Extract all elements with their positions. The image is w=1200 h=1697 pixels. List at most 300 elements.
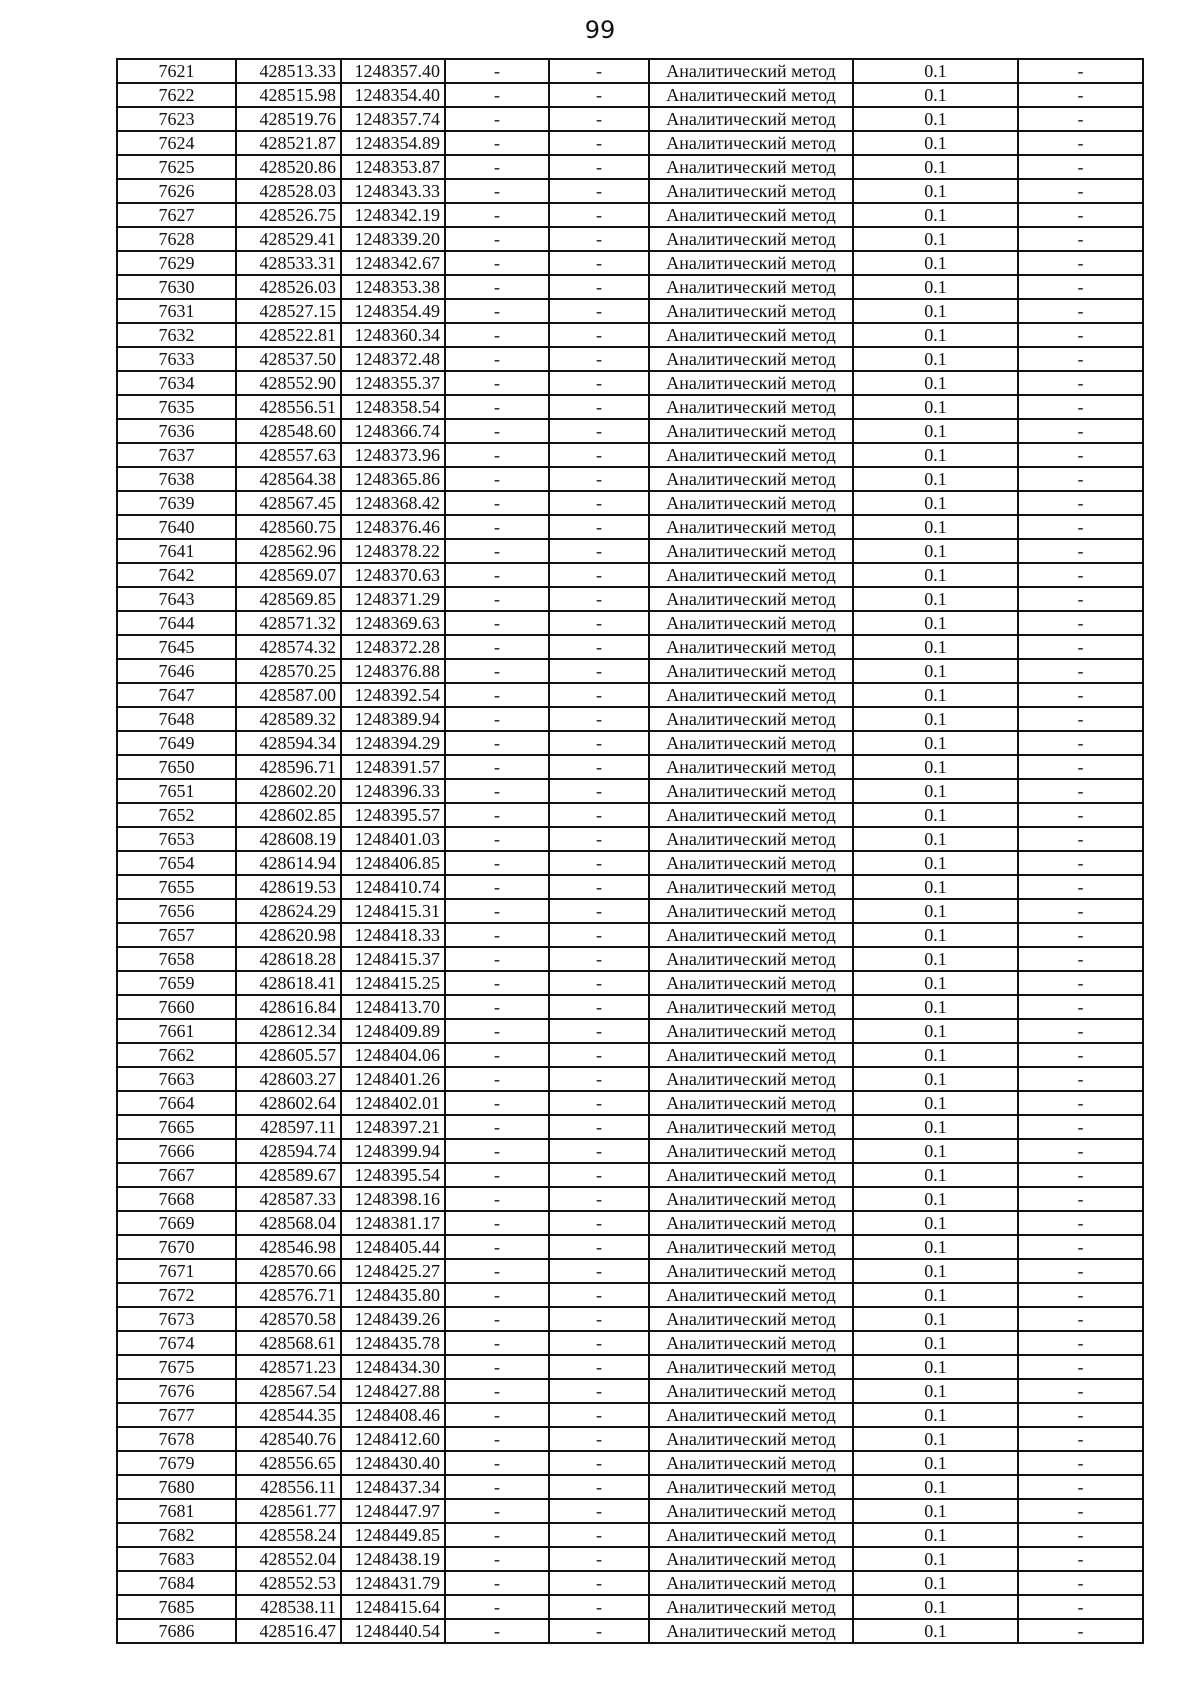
- empty-value-cell: -: [445, 203, 549, 227]
- x-coordinate-cell: 428608.19: [236, 827, 341, 851]
- table-row: [117, 563, 1143, 587]
- method-cell: Аналитический метод: [649, 899, 853, 923]
- empty-value-cell: -: [549, 659, 649, 683]
- empty-value-cell: -: [445, 1331, 549, 1355]
- empty-value-cell: -: [445, 683, 549, 707]
- method-cell: Аналитический метод: [649, 275, 853, 299]
- empty-value-cell: -: [445, 1379, 549, 1403]
- empty-value-cell: -: [549, 1139, 649, 1163]
- empty-value-cell: -: [549, 59, 649, 83]
- empty-value-cell: -: [445, 1139, 549, 1163]
- point-number-cell: 7639: [117, 491, 236, 515]
- empty-value-cell: -: [1018, 827, 1143, 851]
- table-row: [117, 803, 1143, 827]
- accuracy-cell: 0.1: [853, 1283, 1018, 1307]
- empty-value-cell: -: [549, 467, 649, 491]
- point-number-cell: 7629: [117, 251, 236, 275]
- empty-value-cell: -: [1018, 1331, 1143, 1355]
- point-number-cell: 7678: [117, 1427, 236, 1451]
- accuracy-cell: 0.1: [853, 1139, 1018, 1163]
- y-coordinate-cell: 1248366.74: [341, 419, 445, 443]
- point-number-cell: 7646: [117, 659, 236, 683]
- empty-value-cell: -: [445, 83, 549, 107]
- point-number-cell: 7640: [117, 515, 236, 539]
- empty-value-cell: -: [549, 1043, 649, 1067]
- accuracy-cell: 0.1: [853, 107, 1018, 131]
- empty-value-cell: -: [1018, 59, 1143, 83]
- table-row: [117, 227, 1143, 251]
- empty-value-cell: -: [445, 227, 549, 251]
- y-coordinate-cell: 1248415.31: [341, 899, 445, 923]
- x-coordinate-cell: 428594.34: [236, 731, 341, 755]
- table-row: [117, 1355, 1143, 1379]
- x-coordinate-cell: 428574.32: [236, 635, 341, 659]
- table-row: [117, 1331, 1143, 1355]
- table-row: [117, 827, 1143, 851]
- table-row: [117, 707, 1143, 731]
- point-number-cell: 7665: [117, 1115, 236, 1139]
- method-cell: Аналитический метод: [649, 107, 853, 131]
- empty-value-cell: -: [445, 347, 549, 371]
- empty-value-cell: -: [1018, 1235, 1143, 1259]
- empty-value-cell: -: [1018, 539, 1143, 563]
- y-coordinate-cell: 1248353.87: [341, 155, 445, 179]
- table-row: [117, 443, 1143, 467]
- table-row: [117, 131, 1143, 155]
- empty-value-cell: -: [549, 1355, 649, 1379]
- x-coordinate-cell: 428556.65: [236, 1451, 341, 1475]
- y-coordinate-cell: 1248397.21: [341, 1115, 445, 1139]
- y-coordinate-cell: 1248370.63: [341, 563, 445, 587]
- x-coordinate-cell: 428594.74: [236, 1139, 341, 1163]
- method-cell: Аналитический метод: [649, 995, 853, 1019]
- x-coordinate-cell: 428526.03: [236, 275, 341, 299]
- empty-value-cell: -: [549, 227, 649, 251]
- empty-value-cell: -: [1018, 563, 1143, 587]
- x-coordinate-cell: 428616.84: [236, 995, 341, 1019]
- x-coordinate-cell: 428602.85: [236, 803, 341, 827]
- empty-value-cell: -: [1018, 659, 1143, 683]
- method-cell: Аналитический метод: [649, 1475, 853, 1499]
- empty-value-cell: -: [549, 275, 649, 299]
- accuracy-cell: 0.1: [853, 995, 1018, 1019]
- empty-value-cell: -: [549, 179, 649, 203]
- y-coordinate-cell: 1248415.37: [341, 947, 445, 971]
- x-coordinate-cell: 428571.23: [236, 1355, 341, 1379]
- empty-value-cell: -: [1018, 1619, 1143, 1643]
- empty-value-cell: -: [1018, 1547, 1143, 1571]
- point-number-cell: 7658: [117, 947, 236, 971]
- accuracy-cell: 0.1: [853, 827, 1018, 851]
- table-row: [117, 1307, 1143, 1331]
- y-coordinate-cell: 1248376.46: [341, 515, 445, 539]
- method-cell: Аналитический метод: [649, 635, 853, 659]
- empty-value-cell: -: [1018, 275, 1143, 299]
- accuracy-cell: 0.1: [853, 635, 1018, 659]
- empty-value-cell: -: [445, 515, 549, 539]
- accuracy-cell: 0.1: [853, 851, 1018, 875]
- point-number-cell: 7677: [117, 1403, 236, 1427]
- point-number-cell: 7670: [117, 1235, 236, 1259]
- empty-value-cell: -: [1018, 971, 1143, 995]
- empty-value-cell: -: [549, 203, 649, 227]
- empty-value-cell: -: [1018, 419, 1143, 443]
- method-cell: Аналитический метод: [649, 947, 853, 971]
- x-coordinate-cell: 428576.71: [236, 1283, 341, 1307]
- empty-value-cell: -: [445, 1595, 549, 1619]
- empty-value-cell: -: [1018, 1163, 1143, 1187]
- method-cell: Аналитический метод: [649, 1235, 853, 1259]
- empty-value-cell: -: [445, 563, 549, 587]
- empty-value-cell: -: [1018, 851, 1143, 875]
- method-cell: Аналитический метод: [649, 227, 853, 251]
- empty-value-cell: -: [1018, 755, 1143, 779]
- method-cell: Аналитический метод: [649, 1307, 853, 1331]
- empty-value-cell: -: [1018, 155, 1143, 179]
- empty-value-cell: -: [445, 1211, 549, 1235]
- accuracy-cell: 0.1: [853, 1115, 1018, 1139]
- accuracy-cell: 0.1: [853, 371, 1018, 395]
- point-number-cell: 7679: [117, 1451, 236, 1475]
- empty-value-cell: -: [1018, 923, 1143, 947]
- y-coordinate-cell: 1248437.34: [341, 1475, 445, 1499]
- method-cell: Аналитический метод: [649, 611, 853, 635]
- empty-value-cell: -: [445, 1091, 549, 1115]
- y-coordinate-cell: 1248405.44: [341, 1235, 445, 1259]
- point-number-cell: 7651: [117, 779, 236, 803]
- x-coordinate-cell: 428516.47: [236, 1619, 341, 1643]
- point-number-cell: 7650: [117, 755, 236, 779]
- x-coordinate-cell: 428612.34: [236, 1019, 341, 1043]
- y-coordinate-cell: 1248392.54: [341, 683, 445, 707]
- accuracy-cell: 0.1: [853, 347, 1018, 371]
- x-coordinate-cell: 428528.03: [236, 179, 341, 203]
- method-cell: Аналитический метод: [649, 299, 853, 323]
- point-number-cell: 7626: [117, 179, 236, 203]
- method-cell: Аналитический метод: [649, 83, 853, 107]
- empty-value-cell: -: [445, 1283, 549, 1307]
- empty-value-cell: -: [549, 755, 649, 779]
- x-coordinate-cell: 428562.96: [236, 539, 341, 563]
- accuracy-cell: 0.1: [853, 1619, 1018, 1643]
- table-row: [117, 1523, 1143, 1547]
- table-row: [117, 299, 1143, 323]
- method-cell: Аналитический метод: [649, 707, 853, 731]
- empty-value-cell: -: [445, 251, 549, 275]
- y-coordinate-cell: 1248401.03: [341, 827, 445, 851]
- empty-value-cell: -: [1018, 1283, 1143, 1307]
- x-coordinate-cell: 428614.94: [236, 851, 341, 875]
- table-row: [117, 1091, 1143, 1115]
- empty-value-cell: -: [1018, 1451, 1143, 1475]
- empty-value-cell: -: [445, 803, 549, 827]
- empty-value-cell: -: [549, 779, 649, 803]
- point-number-cell: 7657: [117, 923, 236, 947]
- y-coordinate-cell: 1248376.88: [341, 659, 445, 683]
- x-coordinate-cell: 428597.11: [236, 1115, 341, 1139]
- table-row: [117, 1235, 1143, 1259]
- table-row: [117, 995, 1143, 1019]
- empty-value-cell: -: [549, 707, 649, 731]
- method-cell: Аналитический метод: [649, 1547, 853, 1571]
- accuracy-cell: 0.1: [853, 419, 1018, 443]
- y-coordinate-cell: 1248415.64: [341, 1595, 445, 1619]
- x-coordinate-cell: 428589.67: [236, 1163, 341, 1187]
- empty-value-cell: -: [549, 1019, 649, 1043]
- accuracy-cell: 0.1: [853, 707, 1018, 731]
- y-coordinate-cell: 1248381.17: [341, 1211, 445, 1235]
- point-number-cell: 7684: [117, 1571, 236, 1595]
- empty-value-cell: -: [1018, 1523, 1143, 1547]
- y-coordinate-cell: 1248401.26: [341, 1067, 445, 1091]
- x-coordinate-cell: 428569.07: [236, 563, 341, 587]
- method-cell: Аналитический метод: [649, 1355, 853, 1379]
- point-number-cell: 7641: [117, 539, 236, 563]
- point-number-cell: 7630: [117, 275, 236, 299]
- method-cell: Аналитический метод: [649, 323, 853, 347]
- point-number-cell: 7664: [117, 1091, 236, 1115]
- accuracy-cell: 0.1: [853, 491, 1018, 515]
- method-cell: Аналитический метод: [649, 1163, 853, 1187]
- method-cell: Аналитический метод: [649, 371, 853, 395]
- empty-value-cell: -: [1018, 1211, 1143, 1235]
- accuracy-cell: 0.1: [853, 203, 1018, 227]
- empty-value-cell: -: [445, 1307, 549, 1331]
- x-coordinate-cell: 428520.86: [236, 155, 341, 179]
- y-coordinate-cell: 1248355.37: [341, 371, 445, 395]
- method-cell: Аналитический метод: [649, 1211, 853, 1235]
- table-row: [117, 155, 1143, 179]
- accuracy-cell: 0.1: [853, 1235, 1018, 1259]
- point-number-cell: 7634: [117, 371, 236, 395]
- empty-value-cell: -: [1018, 1379, 1143, 1403]
- empty-value-cell: -: [549, 1427, 649, 1451]
- empty-value-cell: -: [1018, 1187, 1143, 1211]
- y-coordinate-cell: 1248342.19: [341, 203, 445, 227]
- table-row: [117, 875, 1143, 899]
- table-row: [117, 323, 1143, 347]
- table-body: [117, 59, 1143, 1643]
- empty-value-cell: -: [1018, 491, 1143, 515]
- method-cell: Аналитический метод: [649, 395, 853, 419]
- accuracy-cell: 0.1: [853, 731, 1018, 755]
- empty-value-cell: -: [549, 1379, 649, 1403]
- x-coordinate-cell: 428560.75: [236, 515, 341, 539]
- accuracy-cell: 0.1: [853, 587, 1018, 611]
- table-row: [117, 731, 1143, 755]
- method-cell: Аналитический метод: [649, 827, 853, 851]
- coordinates-table: [116, 58, 1144, 1644]
- x-coordinate-cell: 428533.31: [236, 251, 341, 275]
- method-cell: Аналитический метод: [649, 659, 853, 683]
- accuracy-cell: 0.1: [853, 1187, 1018, 1211]
- empty-value-cell: -: [549, 155, 649, 179]
- point-number-cell: 7682: [117, 1523, 236, 1547]
- method-cell: Аналитический метод: [649, 1067, 853, 1091]
- method-cell: Аналитический метод: [649, 779, 853, 803]
- empty-value-cell: -: [549, 323, 649, 347]
- accuracy-cell: 0.1: [853, 539, 1018, 563]
- empty-value-cell: -: [445, 491, 549, 515]
- x-coordinate-cell: 428620.98: [236, 923, 341, 947]
- x-coordinate-cell: 428548.60: [236, 419, 341, 443]
- empty-value-cell: -: [1018, 1043, 1143, 1067]
- y-coordinate-cell: 1248418.33: [341, 923, 445, 947]
- empty-value-cell: -: [445, 827, 549, 851]
- accuracy-cell: 0.1: [853, 1307, 1018, 1331]
- accuracy-cell: 0.1: [853, 1043, 1018, 1067]
- table-row: [117, 899, 1143, 923]
- empty-value-cell: -: [445, 179, 549, 203]
- method-cell: Аналитический метод: [649, 755, 853, 779]
- accuracy-cell: 0.1: [853, 875, 1018, 899]
- method-cell: Аналитический метод: [649, 803, 853, 827]
- empty-value-cell: -: [445, 539, 549, 563]
- empty-value-cell: -: [445, 1571, 549, 1595]
- table-row: [117, 395, 1143, 419]
- table-row: [117, 491, 1143, 515]
- accuracy-cell: 0.1: [853, 443, 1018, 467]
- table-row: [117, 1163, 1143, 1187]
- empty-value-cell: -: [445, 395, 549, 419]
- x-coordinate-cell: 428513.33: [236, 59, 341, 83]
- x-coordinate-cell: 428619.53: [236, 875, 341, 899]
- x-coordinate-cell: 428570.58: [236, 1307, 341, 1331]
- method-cell: Аналитический метод: [649, 1499, 853, 1523]
- empty-value-cell: -: [445, 779, 549, 803]
- table-row: [117, 1043, 1143, 1067]
- table-row: [117, 611, 1143, 635]
- empty-value-cell: -: [1018, 83, 1143, 107]
- x-coordinate-cell: 428556.51: [236, 395, 341, 419]
- x-coordinate-cell: 428618.41: [236, 971, 341, 995]
- point-number-cell: 7622: [117, 83, 236, 107]
- y-coordinate-cell: 1248357.74: [341, 107, 445, 131]
- empty-value-cell: -: [1018, 203, 1143, 227]
- table-row: [117, 59, 1143, 83]
- method-cell: Аналитический метод: [649, 1139, 853, 1163]
- accuracy-cell: 0.1: [853, 923, 1018, 947]
- y-coordinate-cell: 1248427.88: [341, 1379, 445, 1403]
- table-row: [117, 1475, 1143, 1499]
- y-coordinate-cell: 1248412.60: [341, 1427, 445, 1451]
- method-cell: Аналитический метод: [649, 419, 853, 443]
- table-row: [117, 1187, 1143, 1211]
- point-number-cell: 7649: [117, 731, 236, 755]
- table-row: [117, 371, 1143, 395]
- y-coordinate-cell: 1248389.94: [341, 707, 445, 731]
- accuracy-cell: 0.1: [853, 1091, 1018, 1115]
- table-row: [117, 107, 1143, 131]
- empty-value-cell: -: [445, 611, 549, 635]
- point-number-cell: 7652: [117, 803, 236, 827]
- method-cell: Аналитический метод: [649, 971, 853, 995]
- y-coordinate-cell: 1248373.96: [341, 443, 445, 467]
- method-cell: Аналитический метод: [649, 467, 853, 491]
- table-row: [117, 419, 1143, 443]
- x-coordinate-cell: 428568.04: [236, 1211, 341, 1235]
- empty-value-cell: -: [549, 683, 649, 707]
- y-coordinate-cell: 1248342.67: [341, 251, 445, 275]
- accuracy-cell: 0.1: [853, 1259, 1018, 1283]
- table-row: [117, 1283, 1143, 1307]
- empty-value-cell: -: [1018, 707, 1143, 731]
- empty-value-cell: -: [549, 827, 649, 851]
- table-row: [117, 1451, 1143, 1475]
- y-coordinate-cell: 1248447.97: [341, 1499, 445, 1523]
- x-coordinate-cell: 428587.33: [236, 1187, 341, 1211]
- empty-value-cell: -: [445, 1067, 549, 1091]
- x-coordinate-cell: 428624.29: [236, 899, 341, 923]
- accuracy-cell: 0.1: [853, 515, 1018, 539]
- table-row: [117, 1571, 1143, 1595]
- method-cell: Аналитический метод: [649, 1115, 853, 1139]
- x-coordinate-cell: 428596.71: [236, 755, 341, 779]
- y-coordinate-cell: 1248354.49: [341, 299, 445, 323]
- method-cell: Аналитический метод: [649, 1523, 853, 1547]
- method-cell: Аналитический метод: [649, 1283, 853, 1307]
- point-number-cell: 7668: [117, 1187, 236, 1211]
- empty-value-cell: -: [1018, 635, 1143, 659]
- empty-value-cell: -: [549, 515, 649, 539]
- x-coordinate-cell: 428515.98: [236, 83, 341, 107]
- x-coordinate-cell: 428537.50: [236, 347, 341, 371]
- empty-value-cell: -: [1018, 1139, 1143, 1163]
- empty-value-cell: -: [445, 1043, 549, 1067]
- empty-value-cell: -: [549, 1331, 649, 1355]
- empty-value-cell: -: [445, 1499, 549, 1523]
- empty-value-cell: -: [445, 1427, 549, 1451]
- accuracy-cell: 0.1: [853, 251, 1018, 275]
- empty-value-cell: -: [549, 1451, 649, 1475]
- method-cell: Аналитический метод: [649, 155, 853, 179]
- y-coordinate-cell: 1248413.70: [341, 995, 445, 1019]
- empty-value-cell: -: [549, 1235, 649, 1259]
- method-cell: Аналитический метод: [649, 491, 853, 515]
- empty-value-cell: -: [549, 539, 649, 563]
- table-row: [117, 635, 1143, 659]
- point-number-cell: 7680: [117, 1475, 236, 1499]
- empty-value-cell: -: [549, 83, 649, 107]
- empty-value-cell: -: [549, 1307, 649, 1331]
- method-cell: Аналитический метод: [649, 59, 853, 83]
- y-coordinate-cell: 1248358.54: [341, 395, 445, 419]
- empty-value-cell: -: [549, 1619, 649, 1643]
- empty-value-cell: -: [445, 875, 549, 899]
- empty-value-cell: -: [549, 299, 649, 323]
- point-number-cell: 7672: [117, 1283, 236, 1307]
- table-row: [117, 1595, 1143, 1619]
- y-coordinate-cell: 1248438.19: [341, 1547, 445, 1571]
- y-coordinate-cell: 1248439.26: [341, 1307, 445, 1331]
- y-coordinate-cell: 1248406.85: [341, 851, 445, 875]
- accuracy-cell: 0.1: [853, 227, 1018, 251]
- table-row: [117, 779, 1143, 803]
- empty-value-cell: -: [1018, 131, 1143, 155]
- empty-value-cell: -: [549, 1115, 649, 1139]
- method-cell: Аналитический метод: [649, 923, 853, 947]
- empty-value-cell: -: [549, 1523, 649, 1547]
- empty-value-cell: -: [549, 947, 649, 971]
- y-coordinate-cell: 1248396.33: [341, 779, 445, 803]
- empty-value-cell: -: [549, 251, 649, 275]
- x-coordinate-cell: 428570.25: [236, 659, 341, 683]
- accuracy-cell: 0.1: [853, 1403, 1018, 1427]
- accuracy-cell: 0.1: [853, 803, 1018, 827]
- empty-value-cell: -: [549, 851, 649, 875]
- x-coordinate-cell: 428561.77: [236, 1499, 341, 1523]
- y-coordinate-cell: 1248372.48: [341, 347, 445, 371]
